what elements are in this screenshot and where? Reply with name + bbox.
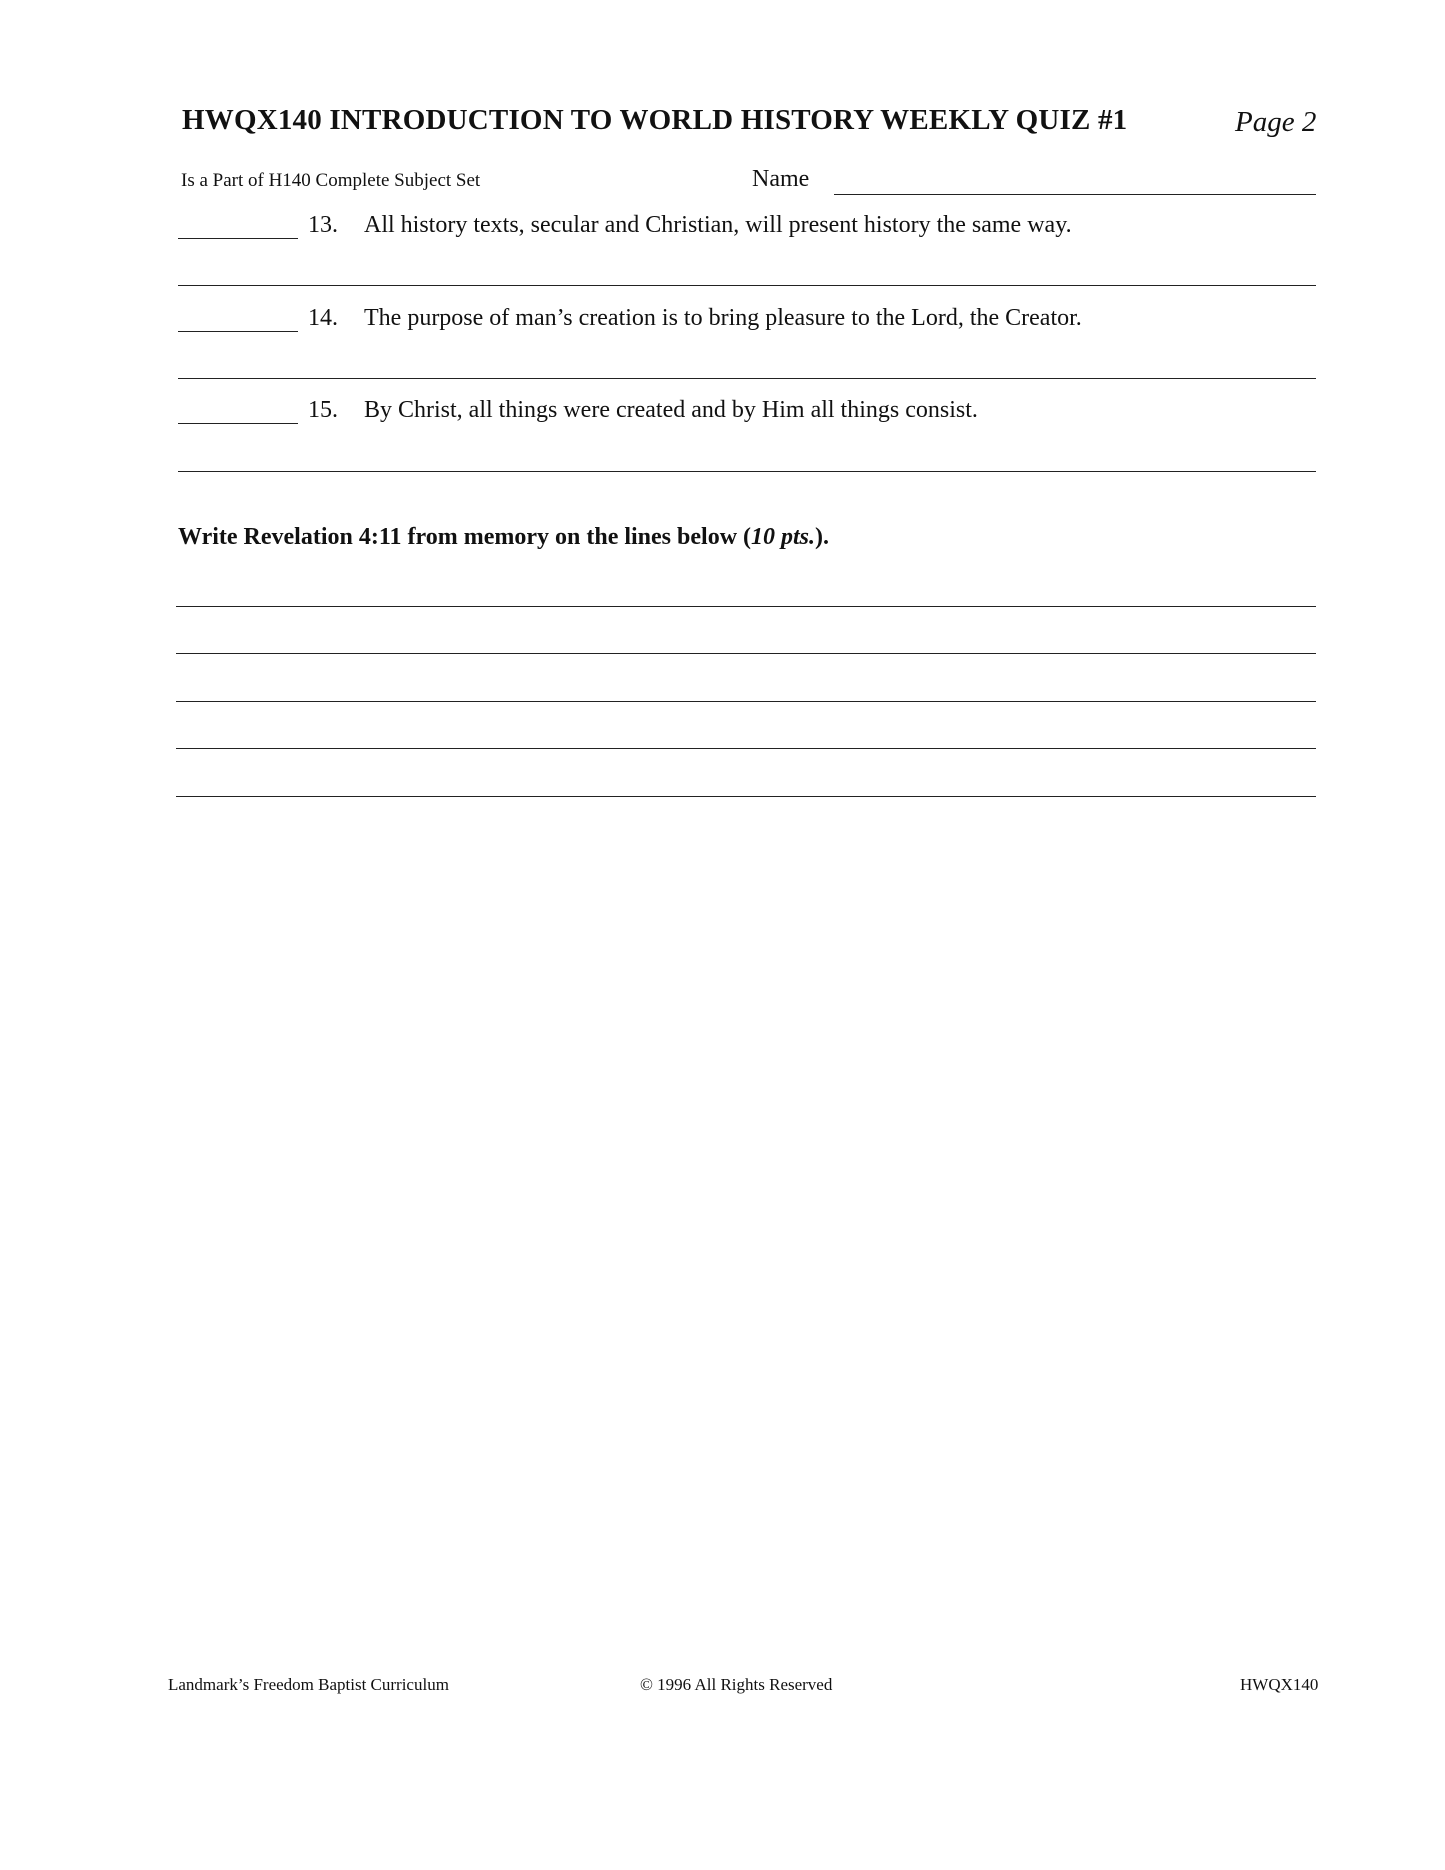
explanation-line-14[interactable] <box>178 378 1316 379</box>
question-number: 14. <box>308 305 338 331</box>
answer-blank-13[interactable] <box>178 238 298 239</box>
writing-line[interactable] <box>176 748 1316 749</box>
writing-line[interactable] <box>176 701 1316 702</box>
footer-copyright: © 1996 All Rights Reserved <box>640 1675 833 1694</box>
quiz-title: HWQX140 INTRODUCTION TO WORLD HISTORY WEEKLY QUIZ #1 <box>182 104 1128 136</box>
question-text: By Christ, all things were created and by Him all things consist. <box>364 397 978 423</box>
footer-publisher: Landmark’s Freedom Baptist Curriculum <box>168 1675 449 1694</box>
writing-line[interactable] <box>176 606 1316 607</box>
writing-line[interactable] <box>176 796 1316 797</box>
question-number: 15. <box>308 397 338 423</box>
name-label: Name <box>752 166 810 192</box>
answer-blank-15[interactable] <box>178 423 298 424</box>
instruction-end: ). <box>815 524 830 550</box>
name-field[interactable] <box>834 194 1316 195</box>
explanation-line-13[interactable] <box>178 285 1316 286</box>
subject-set-note: Is a Part of H140 Complete Subject Set <box>181 170 481 191</box>
instruction-text: Write Revelation 4:11 from memory on the lines below ( <box>178 524 752 550</box>
answer-blank-14[interactable] <box>178 331 298 332</box>
explanation-line-15[interactable] <box>178 471 1316 472</box>
question-text: The purpose of man’s creation is to bring pleasure to the Lord, the Creator. <box>364 305 1082 331</box>
points-value: 10 pts. <box>751 524 816 550</box>
writing-line[interactable] <box>176 653 1316 654</box>
page-number: Page 2 <box>1235 106 1317 138</box>
footer-code: HWQX140 <box>1240 1675 1319 1694</box>
question-text: All history texts, secular and Christian, will present history the same way. <box>364 212 1072 238</box>
question-number: 13. <box>308 212 338 238</box>
memory-instruction <box>178 524 829 551</box>
